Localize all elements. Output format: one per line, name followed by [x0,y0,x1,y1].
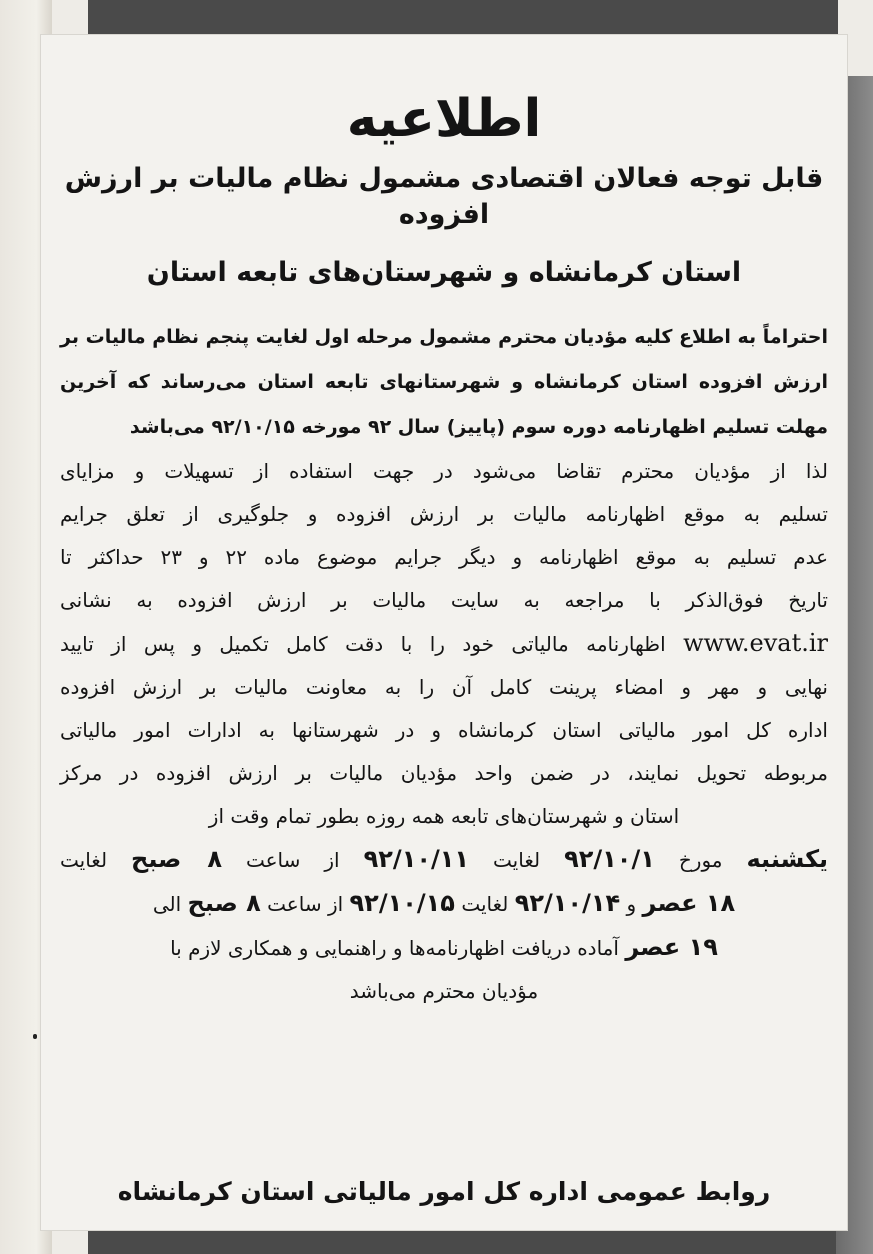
body-line: اداره کل امور مالیاتی استان کرمانشاه و در شهرستانها به ادارات امور مالیاتی [60,718,828,742]
schedule-until-3: لغایت [461,892,509,916]
body-line: تسلیم به موقع اظهارنامه مالیات بر ارزش افزوده و جلوگیری از تعلق جرایم [60,502,828,526]
website-link[interactable]: www.evat.ir [683,629,828,657]
notice-card [40,34,848,1231]
schedule-until: لغایت [493,848,541,872]
schedule-line-1 [60,838,828,882]
schedule-evening-1: ۱۸ عصر [642,889,736,917]
body-line: مربوطه تحویل نمایند، در ضمن واحد مؤدیان مالیات بر ارزش افزوده در مرکز [60,761,828,785]
schedule-day: یکشنبه [746,845,829,873]
schedule-date-to-2: ۹۲/۱۰/۱۵ [349,889,455,917]
schedule-line-2 [60,882,828,926]
schedule-date-from: ۹۲/۱۰/۱ [564,845,655,873]
schedule-ready-text: آماده دریافت اظهارنامه‌ها و راهنمایی و همکاری لازم با [170,936,619,960]
schedule-and: و [626,892,637,916]
schedule-until-2: لغایت [60,848,108,872]
schedule-to: الی [152,892,182,916]
body-line: استان و شهرستان‌های تابعه همه روزه بطور تمام وقت از [208,804,680,828]
url-line [60,622,828,666]
schedule-line-3 [60,926,828,970]
body-line: تاریخ فوق‌الذکر با مراجعه به سایت مالیات بر ارزش افزوده به نشانی [60,588,828,612]
notice-content [60,34,828,1231]
notice-signature: روابط عمومی اداره کل امور مالیاتی استان کرمانشاه [117,1177,771,1206]
url-line-text: اظهارنامه مالیاتی خود را با دقت کامل تکمیل و پس از تایید [60,632,666,656]
schedule-morning: ۸ صبح [131,845,222,873]
schedule-date-to: ۹۲/۱۰/۱۱ [363,845,470,873]
body-line: لذا از مؤدیان محترم تقاضا می‌شود در جهت استفاده از تسهیلات و مزایای [60,459,828,483]
print-speck [33,1034,37,1039]
schedule-date-from-2: ۹۲/۱۰/۱۴ [514,889,621,917]
notice-subtitle-2: استان کرمانشاه و شهرستان‌های تابعه استان [146,257,742,288]
notice-subtitle-1: قابل توجه فعالان اقتصادی مشمول نظام مالیات بر ارزش افزوده [64,163,824,230]
notice-body [60,450,828,1013]
body-line: عدم تسلیم به موقع اظهارنامه و دیگر جرایم موضوع ماده ۲۲ و ۲۳ حداکثر تا [60,545,829,569]
schedule-from-hour-2: از ساعت [267,892,344,916]
schedule-from-hour: از ساعت [245,848,340,872]
notice-title: اطلاعیه [346,89,542,149]
schedule-morning-2: ۸ صبح [187,889,261,917]
body-line: نهایی و مهر و امضاء پرینت کامل آن را به معاونت مالیات بر ارزش افزوده [60,675,828,699]
notice-intro: احتراماً به اطلاع کلیه مؤدیان محترم مشمول مرحله اول لغایت پنجم نظام مالیات بر ارزش افزوده استان کرمانشاه و شهرستانهای تابعه استان می‌رساند که آخرین مهلت تسلیم اظهارنامه دوره سوم (پاییز) سال ۹۲ مورخه ۹۲/۱۰/۱۵ می‌باشد [60,326,828,438]
schedule-dated: مورخ [678,848,723,872]
schedule-closing: مؤدیان محترم می‌باشد [349,979,539,1003]
schedule-evening-2: ۱۹ عصر [625,933,718,961]
